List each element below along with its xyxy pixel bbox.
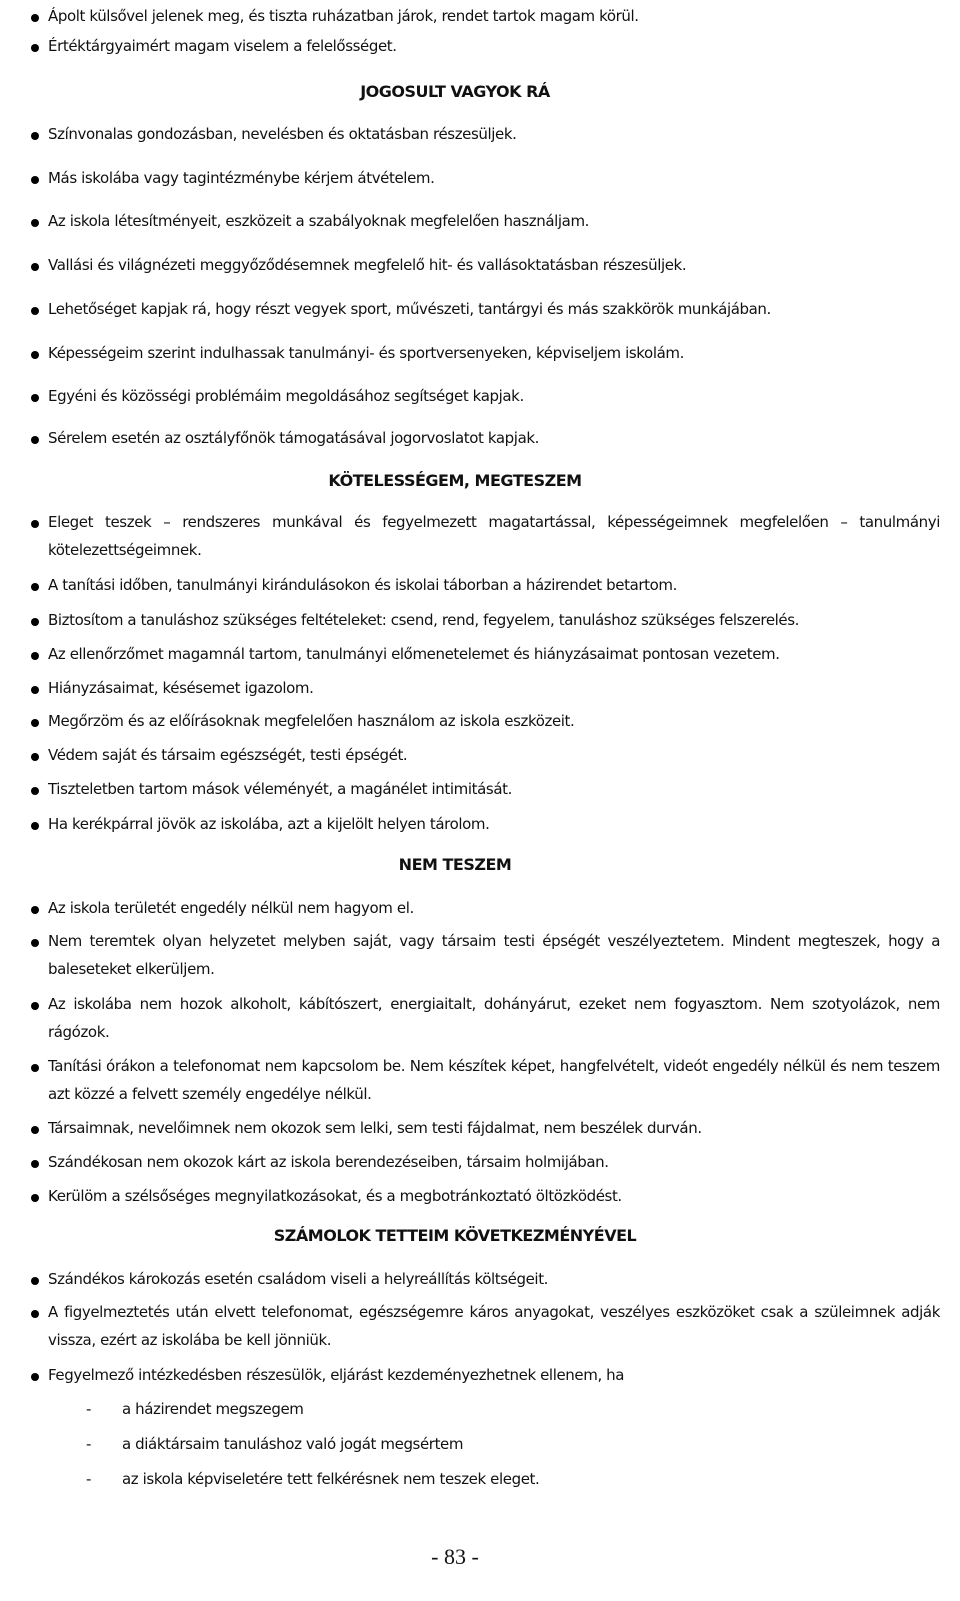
list-item-text: Az ellenőrzőmet magamnál tartom, tanulmányi előmenetelemet és hiányzásaimat pontosan vezetem. [48,645,780,663]
list-item-text: Kerülöm a szélsőséges megnyilatkozásokat, és a megbotránkoztató öltözködést. [48,1187,622,1205]
bullet-icon [31,753,39,761]
bullet-icon [31,719,39,727]
bullet-icon [31,822,39,830]
bullet-icon [31,787,39,795]
section-heading-szamolok: SZÁMOLOK TETTEIM KÖVETKEZMÉNYÉVEL [273,1226,637,1245]
bullet-icon [31,176,39,184]
section-heading-nem-teszem: NEM TESZEM [398,855,512,874]
bullet-icon [31,1002,39,1010]
bullet-icon [31,436,39,444]
bullet-icon [31,1194,39,1202]
list-item-text: Biztosítom a tanuláshoz szükséges feltételeket: csend, rend, fegyelem, tanuláshoz szükséges felszerelés. [48,611,800,629]
sub-list-item-text: a diáktársaim tanuláshoz való jogát megsértem [122,1435,464,1453]
list-item-text: Az iskolába nem hozok alkoholt, kábítószert, energiaitalt, dohányárut, ezeket nem fogyasztom. Nem szotyolázok, nem rágózok. [48,995,940,1041]
list-item-text: Szándékosan nem okozok kárt az iskola berendezéseiben, társaim holmijában. [48,1153,609,1171]
list-item-text: Nem teremtek olyan helyzetet melyben saját, vagy társaim testi épségét veszélyeztetem. Mindent megteszek, hogy a baleseteket elkerüljem. [48,932,940,978]
bullet-icon [31,394,39,402]
list-item-text: Más iskolába vagy tagintézménybe kérjem átvételem. [48,169,435,187]
list-item-text: A figyelmeztetés után elvett telefonomat, egészségemre káros anyagokat, veszélyes eszközöket csak a szüleimnek adják vissza, ezért az iskolába be kell jönniük. [48,1303,940,1349]
list-item-text: Vallási és világnézeti meggyőződésemnek megfelelő hit- és vallásoktatásban részesüljek. [48,256,687,274]
list-item-text: Lehetőséget kapjak rá, hogy részt vegyek sport, művészeti, tantárgyi és más szakkörök munkájában. [48,300,771,318]
list-item-text: Ápolt külsővel jelenek meg, és tiszta ruházatban járok, rendet tartok magam körül. [48,7,639,25]
dash-marker: - [86,1435,92,1453]
list-item-text: Szándékos károkozás esetén családom viseli a helyreállítás költségeit. [48,1270,549,1288]
bullet-icon [31,1310,39,1318]
list-item-text: Ha kerékpárral jövök az iskolába, azt a kijelölt helyen tárolom. [48,815,490,833]
list-item-text: Fegyelmező intézkedésben részesülök, eljárást kezdeményezhetnek ellenem, ha [48,1366,625,1384]
sub-list-item-text: a házirendet megszegem [122,1400,304,1418]
bullet-icon [31,44,39,52]
bullet-icon [31,652,39,660]
bullet-icon [31,1373,39,1381]
bullet-icon [31,939,39,947]
list-item-text: A tanítási időben, tanulmányi kirándulásokon és iskolai táborban a házirendet betartom. [48,576,677,594]
bullet-icon [31,132,39,140]
list-item-text: Egyéni és közösségi problémáim megoldásához segítséget kapjak. [48,387,524,405]
list-item-text: Az iskola területét engedély nélkül nem hagyom el. [48,899,414,917]
bullet-icon [31,583,39,591]
list-item-text: Társaimnak, nevelőimnek nem okozok sem lelki, sem testi fájdalmat, nem beszélek durván. [48,1119,702,1137]
bullet-icon [31,14,39,22]
bullet-icon [31,1126,39,1134]
list-item-text: Képességeim szerint indulhassak tanulmányi- és sportversenyeken, képviseljem iskolám. [48,344,684,362]
list-item-text: Tanítási órákon a telefonomat nem kapcsolom be. Nem készítek képet, hangfelvételt, videót engedély nélkül és nem teszem azt közzé a felvett személy engedélye nélkül. [48,1057,940,1103]
list-item-text: Megőrzöm és az előírásoknak megfelelően használom az iskola eszközeit. [48,712,575,730]
bullet-icon [31,351,39,359]
bullet-icon [31,1160,39,1168]
dash-marker: - [86,1400,92,1418]
bullet-icon [31,219,39,227]
bullet-icon [31,263,39,271]
list-item-text: Védem saját és társaim egészségét, testi épségét. [48,746,408,764]
section-heading-jogosult: JOGOSULT VAGYOK RÁ [360,82,550,101]
bullet-icon [31,618,39,626]
list-item-text: Sérelem esetén az osztályfőnök támogatásával jogorvoslatot kapjak. [48,429,540,447]
sub-list-item-text: az iskola képviseletére tett felkérésnek nem teszek eleget. [122,1470,540,1488]
section-heading-kotelessegem: KÖTELESSÉGEM, MEGTESZEM [328,471,582,490]
list-item-text: Az iskola létesítményeit, eszközeit a szabályoknak megfelelően használjam. [48,212,590,230]
dash-marker: - [86,1470,92,1488]
list-item-text: Értéktárgyaimért magam viselem a felelősséget. [48,37,397,55]
list-item-text: Hiányzásaimat, késésemet igazolom. [48,679,314,697]
bullet-icon [31,1277,39,1285]
list-item-text: Színvonalas gondozásban, nevelésben és oktatásban részesüljek. [48,125,517,143]
list-item-text: Eleget teszek – rendszeres munkával és fegyelmezett magatartással, képességeimnek megfelelően – tanulmányi kötelezettségeimnek. [48,513,940,559]
page-number: - 83 - [431,1544,479,1569]
bullet-icon [31,1064,39,1072]
list-item-text: Tiszteletben tartom mások véleményét, a magánélet intimitását. [48,780,512,798]
bullet-icon [31,520,39,528]
bullet-icon [31,686,39,694]
bullet-icon [31,906,39,914]
bullet-icon [31,307,39,315]
